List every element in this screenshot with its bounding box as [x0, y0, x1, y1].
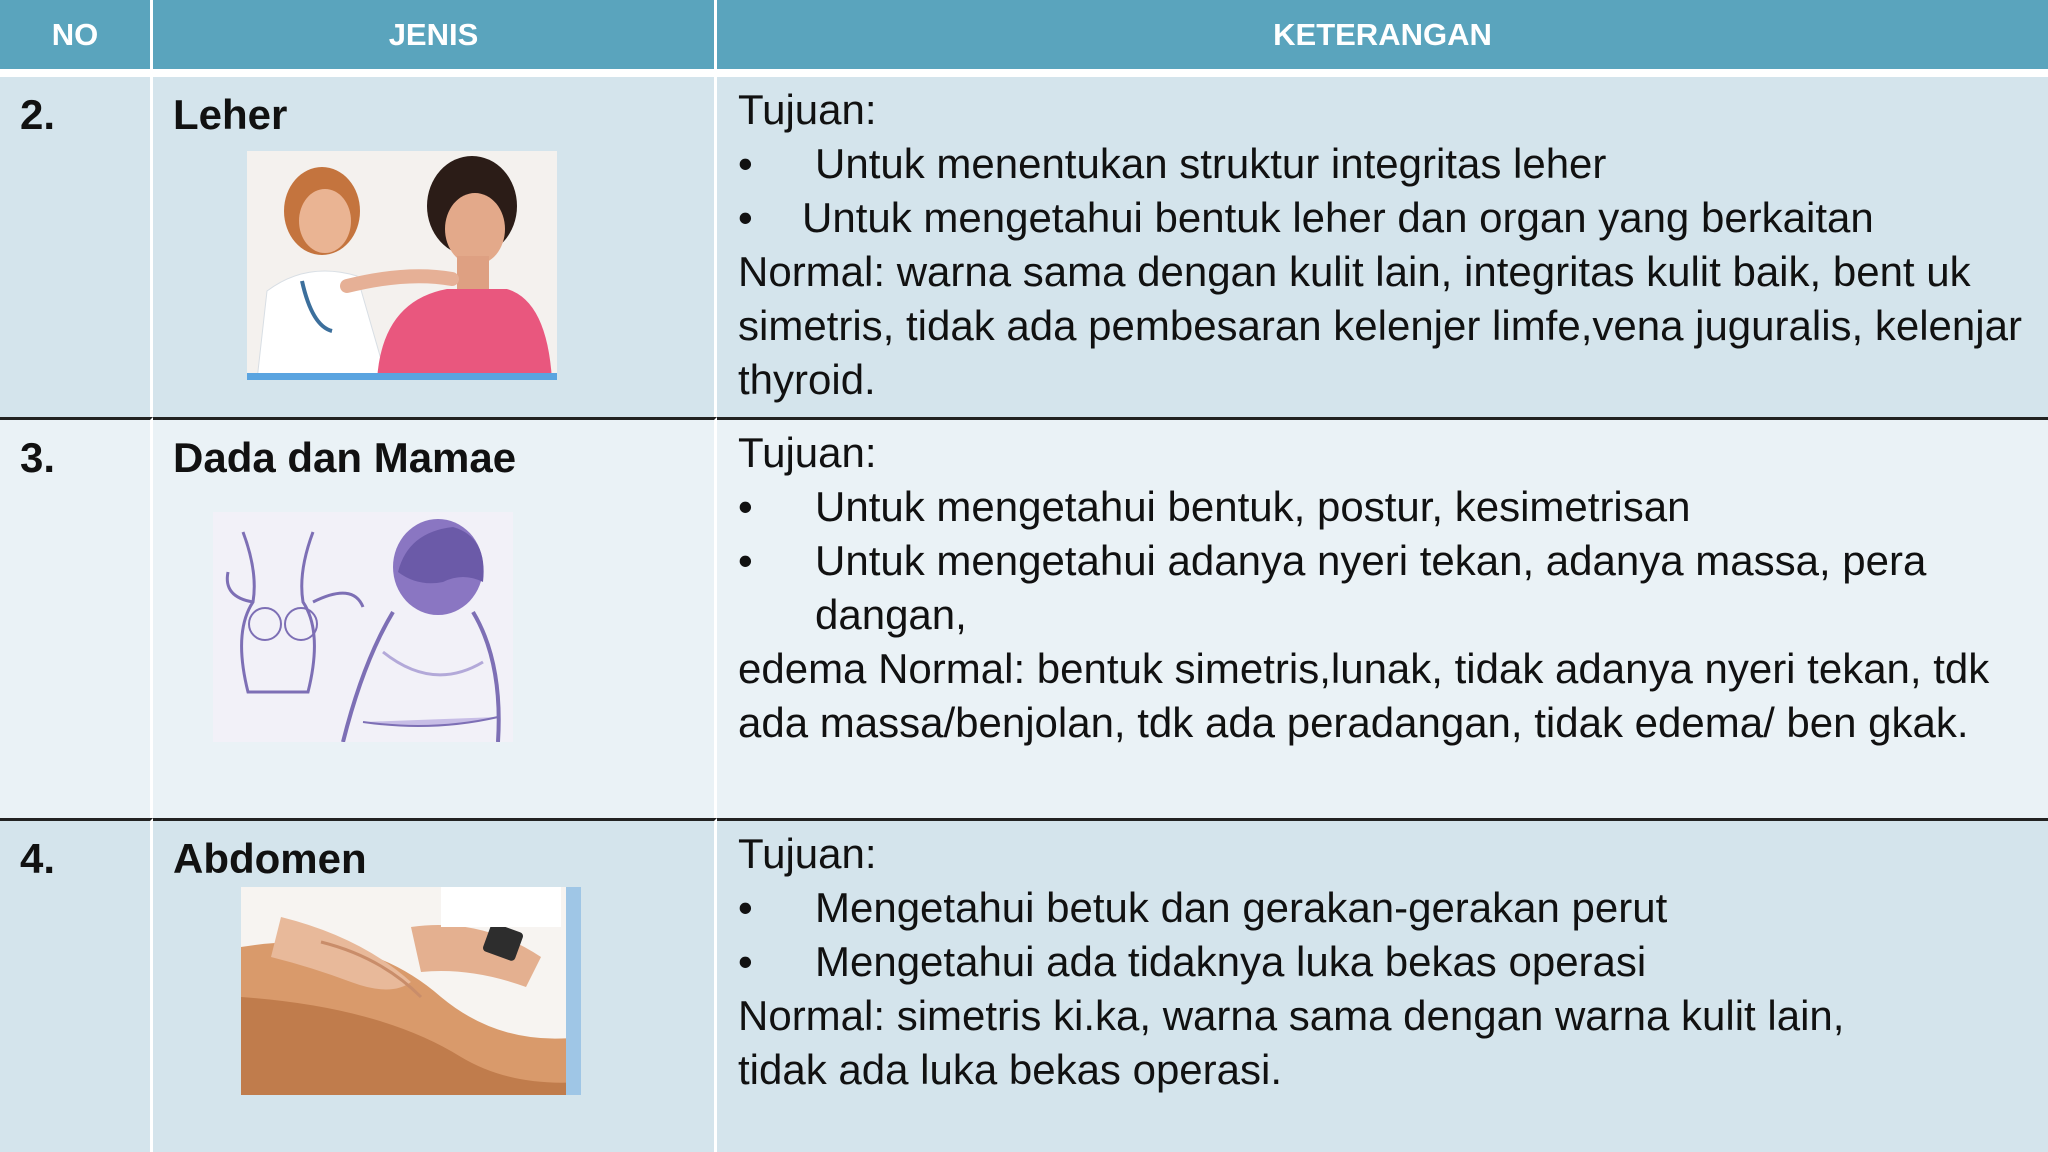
description — [717, 77, 2048, 407]
cell-keterangan — [717, 818, 2048, 1152]
table-header-row — [0, 0, 2048, 77]
tujuan-label: Tujuan: — [738, 86, 877, 133]
cell-no — [0, 77, 153, 417]
header-keterangan: KETERANGAN — [717, 0, 2048, 77]
neck-exam-photo — [247, 151, 557, 380]
list-item: • Untuk mengetahui bentuk leher dan organ yang berkaitan — [738, 191, 2028, 245]
cell-keterangan — [717, 417, 2048, 818]
description — [717, 420, 2048, 750]
table-row — [0, 818, 2048, 1152]
tujuan-label: Tujuan: — [738, 830, 877, 877]
normal-text: edema Normal: bentuk simetris,lunak, tidak adanya nyeri tekan, tdk ada massa/benjolan, tdk ada peradangan, tidak edema/ ben gkak. — [738, 645, 1990, 746]
list-item: • Untuk mengetahui bentuk, postur, kesimetrisan — [738, 480, 2028, 534]
list-item: • Mengetahui betuk dan gerakan-gerakan perut — [738, 881, 2028, 935]
list-item: • Untuk menentukan struktur integritas leher — [738, 137, 2028, 191]
chest-illustration — [213, 512, 513, 742]
cell-jenis — [153, 77, 717, 417]
cell-jenis — [153, 818, 717, 1152]
cell-jenis — [153, 417, 717, 818]
list-item: • Mengetahui ada tidaknya luka bekas operasi — [738, 935, 2028, 989]
cell-keterangan — [717, 77, 2048, 417]
normal-text: Normal: simetris ki.ka, warna sama dengan warna kulit lain, tidak ada luka bekas operasi. — [738, 992, 1845, 1093]
bullet-list — [738, 137, 2028, 245]
header-jenis: JENIS — [153, 0, 717, 77]
abdomen-palpation-photo — [241, 887, 581, 1095]
row-title: Dada dan Mamae — [173, 434, 517, 481]
cell-no — [0, 417, 153, 818]
tujuan-label: Tujuan: — [738, 429, 877, 476]
table-row — [0, 77, 2048, 417]
bullet-list — [738, 881, 2028, 989]
row-number: 3. — [20, 434, 56, 481]
cell-no — [0, 818, 153, 1152]
header-no: NO — [0, 0, 153, 77]
description — [717, 821, 2048, 1097]
normal-text: Normal: warna sama dengan kulit lain, integritas kulit baik, bent uk simetris, tidak ada pembesaran kelenjer limfe,vena juguralis, kelenjar thyroid. — [738, 248, 2022, 403]
table-row — [0, 417, 2048, 818]
bullet-list — [738, 480, 2028, 642]
row-title: Leher — [173, 91, 288, 138]
row-number: 4. — [20, 835, 56, 882]
row-number: 2. — [20, 91, 56, 138]
list-item: • Untuk mengetahui adanya nyeri tekan, adanya massa, pera dangan, — [738, 534, 1995, 642]
row-title: Abdomen — [173, 835, 367, 882]
